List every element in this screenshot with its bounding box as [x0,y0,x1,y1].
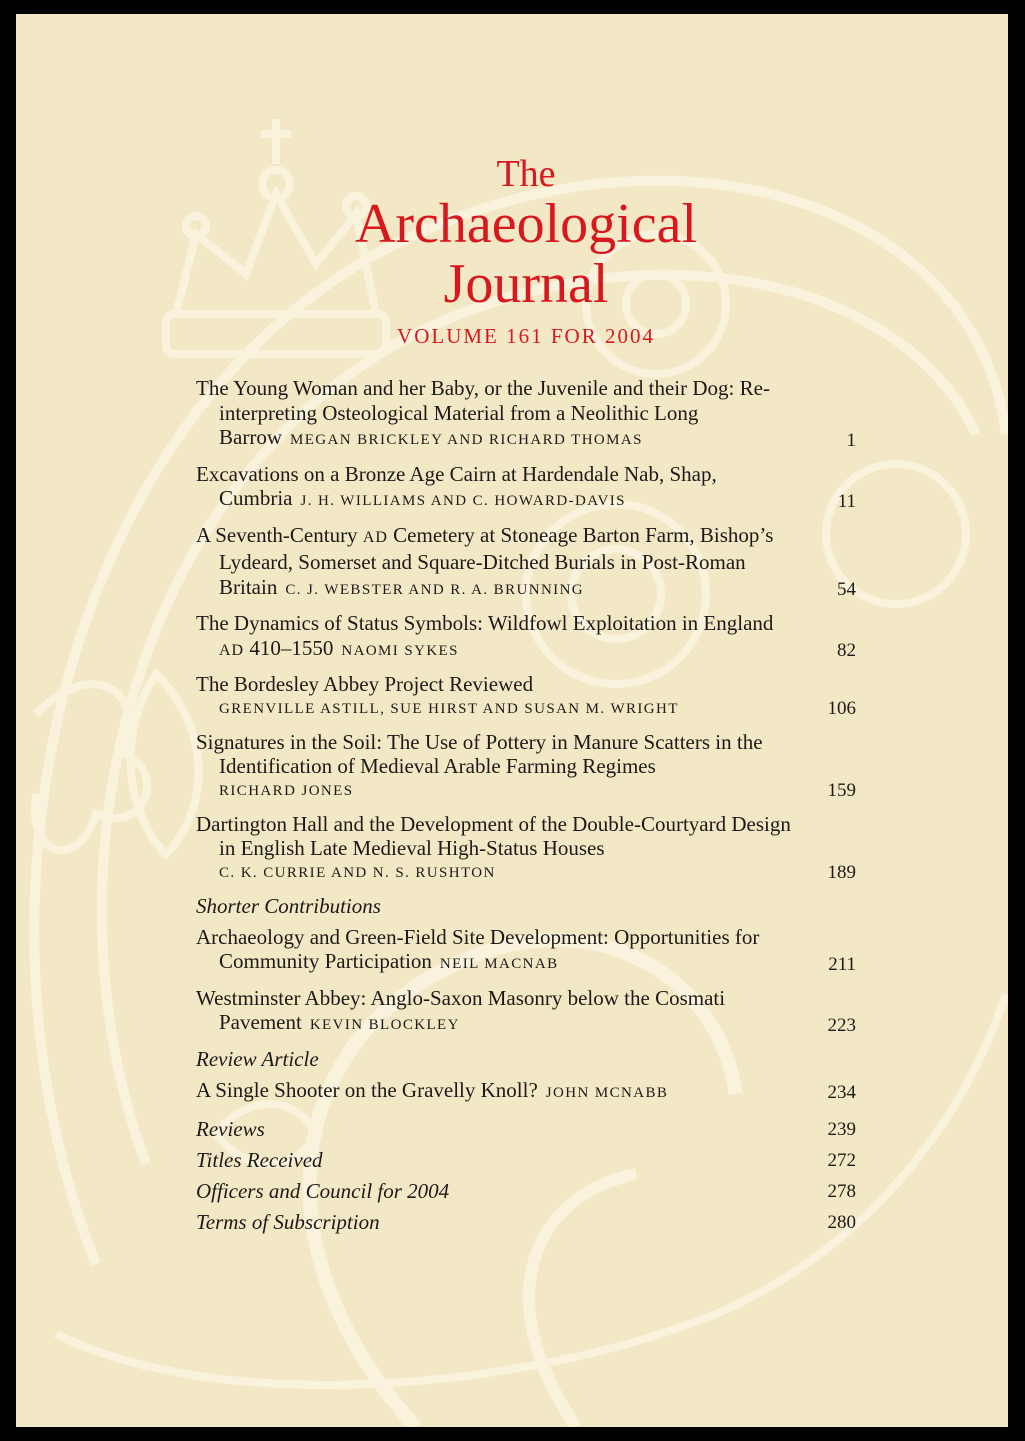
entry-title: Dartington Hall and the Development of the Double-Courtyard Design in English Late Medieval High-Status Houses [196,811,791,860]
misc-label: Titles Received [196,1148,323,1172]
misc-page: 272 [827,1150,856,1171]
toc-entry [196,611,856,663]
entry-authors: NAOMI SYKES [341,642,459,659]
entry-title-part: Cemetery at Stoneage Barton Farm, Bishop’s Lydeard, Somerset and Square-Ditched Burials in Post-Roman Britain [219,522,774,599]
toc-entry [196,812,856,885]
toc-entry [196,986,856,1038]
entry-authors: RICHARD JONES [219,782,354,799]
entry-title: A Single Shooter on the Gravelly Knoll? [196,1077,538,1102]
entry-page: 54 [837,579,856,600]
entry-title: Westminster Abbey: Anglo-Saxon Masonry below the Cosmati Pavement [196,985,726,1034]
misc-entry-officers [196,1176,856,1207]
entry-page: 1 [846,429,856,451]
entry-title-part: The Dynamics of Status Symbols: Wildfowl Exploitation in England [196,611,774,635]
entry-authors: MEGAN BRICKLEY AND RICHARD THOMAS [289,432,643,448]
entry-title-wrap [196,986,856,1038]
toc-entry [196,925,856,977]
section-heading-review: Review Article [196,1046,319,1071]
misc-entry-titles-received [196,1145,856,1176]
entry-title: The Bordesley Abbey Project Reviewed [196,672,534,696]
table-of-contents [196,376,856,1238]
toc-entry [196,462,856,514]
entry-title-part: A Seventh-Century [196,522,358,547]
title-journal: Journal [443,253,609,315]
entry-page: 11 [837,490,856,512]
toc-entry [196,1078,856,1106]
toc-entry [196,730,856,803]
entry-page: 189 [827,861,856,883]
entry-authors: C. J. WEBSTER AND R. A. BRUNNING [285,581,585,598]
entry-title-wrap [196,1078,856,1106]
volume-line: VOLUME 161 FOR 2004 [397,324,655,348]
misc-entry-reviews [196,1114,856,1145]
entry-page: 159 [827,779,856,801]
entry-title-wrap [196,611,856,663]
misc-entry-subscription [196,1207,856,1238]
misc-page: 280 [827,1212,856,1233]
title-the: The [496,153,556,195]
entry-page: 211 [828,953,856,975]
title-archaeological: Archaeological [354,193,698,255]
entry-authors: J. H. WILLIAMS AND C. HOWARD-DAVIS [300,493,626,509]
entry-title-era: AD [219,641,245,659]
entry-title: The Young Woman and her Baby, or the Juvenile and their Dog: Re-interpreting Osteological Material from a Neolithic Long Barrow [196,376,770,449]
entry-title-part: 410–1550 [249,635,334,660]
entry-title-wrap [196,376,856,453]
section-heading-shorter: Shorter Contributions [196,893,381,918]
entry-title-wrap [196,925,856,977]
misc-page: 239 [827,1119,856,1140]
toc-entry [196,376,856,453]
entry-title-wrap [196,462,856,514]
entry-title-wrap [196,523,856,603]
entry-authors: GRENVILLE ASTILL, SUE HIRST AND SUSAN M. WRIGHT [219,700,679,717]
misc-page: 278 [827,1181,856,1202]
misc-label: Reviews [196,1117,265,1141]
toc-entry [196,672,856,721]
entry-authors: NEIL MACNAB [439,956,559,972]
entry-authors: JOHN MCNABB [545,1084,669,1101]
entry-title-era: AD [362,528,388,546]
entry-title: Archaeology and Green-Field Site Development: Opportunities for Community Participation [196,924,760,973]
entry-page: 82 [837,640,856,661]
misc-label: Terms of Subscription [196,1210,380,1234]
entry-title: Signatures in the Soil: The Use of Pottery in Manure Scatters in the Identification of Medieval Arable Farming Regimes [196,729,763,778]
entry-page: 234 [827,1082,856,1103]
toc-entry [196,523,856,603]
journal-cover [16,14,1008,1427]
entry-title: Excavations on a Bronze Age Cairn at Hardendale Nab, Shap, Cumbria [196,461,717,510]
misc-label: Officers and Council for 2004 [196,1179,450,1203]
entry-page: 223 [827,1014,856,1036]
entry-authors: KEVIN BLOCKLEY [309,1017,460,1033]
entry-page: 106 [827,697,856,719]
journal-title [16,154,1008,314]
entry-authors: C. K. CURRIE AND N. S. RUSHTON [219,864,496,881]
